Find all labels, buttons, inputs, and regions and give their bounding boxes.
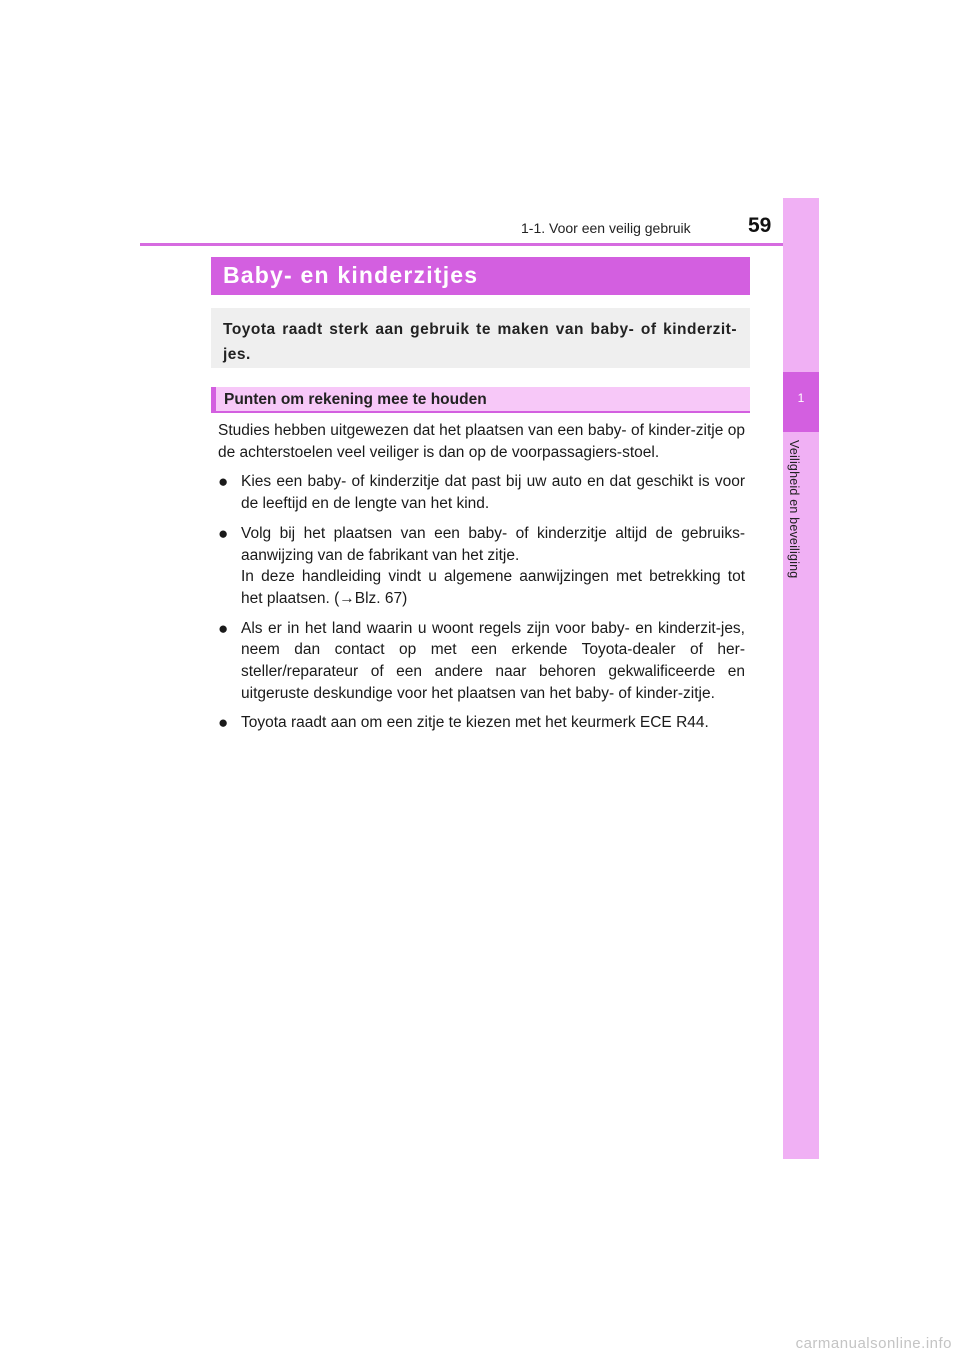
intro-box — [211, 308, 750, 368]
page-number: 59 — [748, 214, 772, 237]
list-item — [218, 523, 745, 610]
subheading-bar — [211, 387, 750, 412]
list-item-text: Volg bij het plaatsen van een baby- of kinderzitje altijd de gebruiks-aanwijzing van de fabrikant van het zitje. — [241, 524, 745, 564]
main-content — [218, 420, 745, 742]
bullet-icon: ● — [218, 472, 229, 492]
subheading: Punten om rekening mee te houden — [224, 391, 487, 408]
bullet-icon: ● — [218, 618, 229, 638]
chapter-side-label: Veiligheid en beveiliging — [787, 440, 801, 579]
chapter-number: 1 — [797, 391, 805, 405]
bullet-icon: ● — [218, 713, 229, 733]
chapter-side-tab — [783, 198, 819, 1159]
intro-text: Toyota raadt sterk aan gebruik te maken van baby- of kinderzit-jes. — [223, 321, 737, 363]
watermark: carmanualsonline.info — [795, 1335, 952, 1352]
intro-paragraph: Studies hebben uitgewezen dat het plaatsen van een baby- of kinder-zitje op de achterstoelen veel veiliger is dan op de voorpassagiers-stoel. — [218, 422, 745, 461]
section-title-bar — [211, 257, 750, 295]
list-item-text: Als er in het land waarin u woont regels zijn voor baby- en kinderzit-jes, neem dan contact op met een erkende Toyota-dealer of her-steller/reparateur of een andere naar behoren gekwalificeerde en uitgeruste deskundige voor het plaatsen van het baby- of kinder-zitje. — [241, 619, 745, 702]
list-item — [218, 712, 745, 734]
list-item — [218, 618, 745, 705]
list-item — [218, 471, 745, 514]
chapter-title: 1-1. Voor een veilig gebruik — [521, 220, 691, 236]
subheading-underline — [211, 411, 750, 413]
section-title: Baby- en kinderzitjes — [223, 262, 479, 288]
header-divider — [140, 243, 819, 246]
bullet-icon: ● — [218, 523, 229, 543]
list-item-text: Toyota raadt aan om een zitje te kiezen met het keurmerk ECE R44. — [241, 714, 709, 732]
list-item-text: Kies een baby- of kinderzitje dat past bij uw auto en dat geschikt is voor de leeftijd en de lengte van het kind. — [241, 473, 745, 513]
list-item-note: In deze handleiding vindt u algemene aanwijzingen met betrekking tot het plaatsen. (→Blz. 67) — [241, 568, 745, 607]
